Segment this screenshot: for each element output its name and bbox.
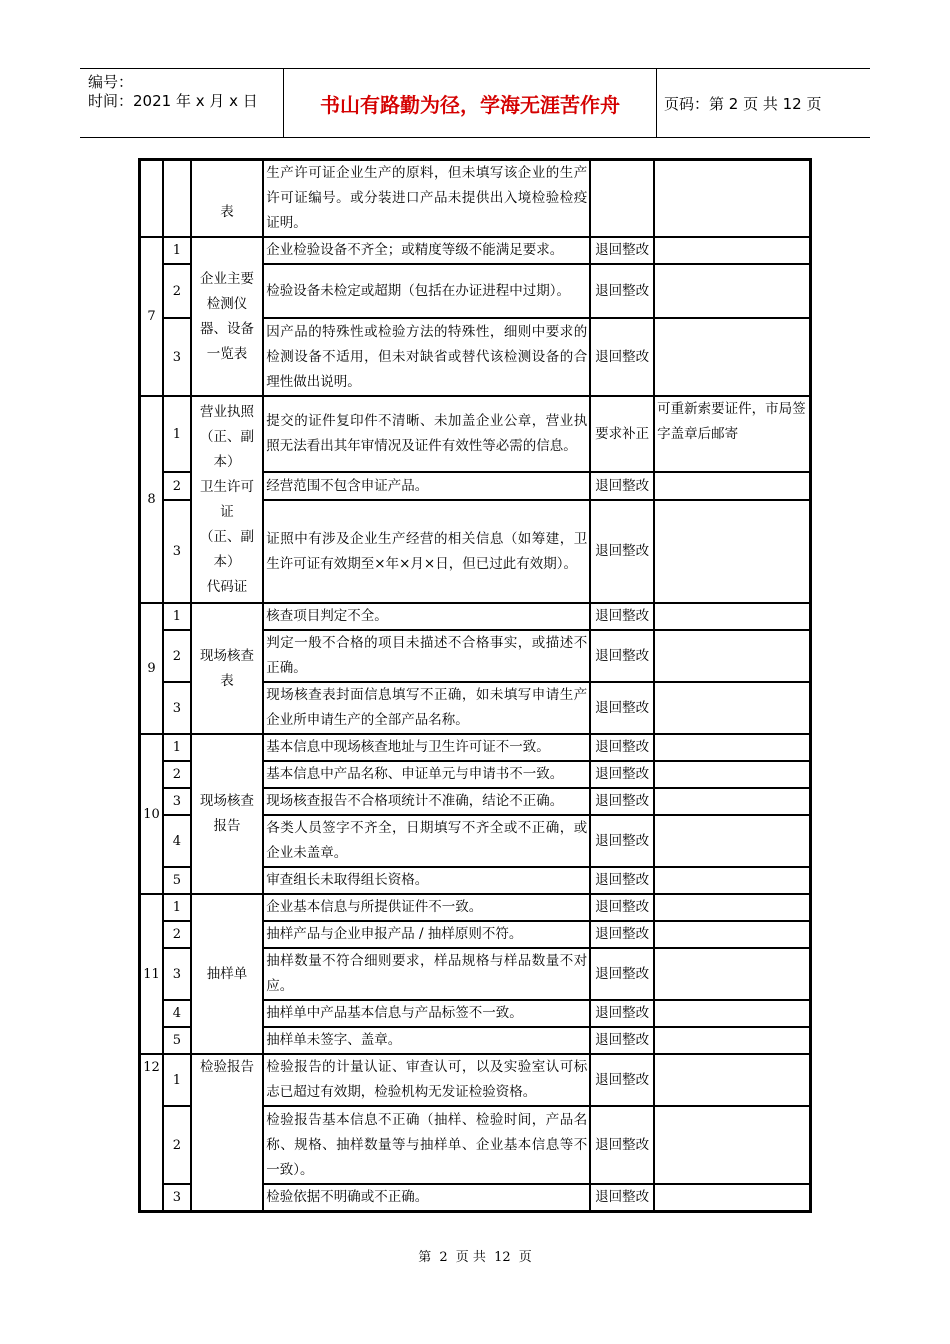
action-cell: 退回整改 <box>590 788 654 815</box>
note-cell <box>654 867 810 894</box>
issue-description: 检验设备未检定或超期（包括在办证进程中过期）。 <box>263 264 590 318</box>
sub-number: 1 <box>163 396 191 472</box>
sub-number: 4 <box>163 1000 191 1027</box>
sub-number: 3 <box>163 788 191 815</box>
header-page-info: 页码：第 2 页 共 12 页 <box>664 94 822 113</box>
serial-label: 编号： <box>88 73 134 91</box>
action-cell: 要求补正 <box>590 396 654 472</box>
issue-description: 基本信息中产品名称、申证单元与申请书不一致。 <box>263 761 590 788</box>
category-cell <box>191 603 264 734</box>
sub-number: 3 <box>163 318 191 396</box>
action-cell: 退回整改 <box>590 1106 654 1184</box>
header-motto: 书山有路勤为径，学海无涯苦作舟 <box>284 69 657 137</box>
issue-description: 经营范围不包含申证产品。 <box>263 472 590 500</box>
action-cell: 退回整改 <box>590 1054 654 1106</box>
table-row <box>140 237 810 264</box>
category-label: 证 <box>220 503 234 520</box>
category-label: 表 <box>220 672 234 689</box>
issue-description: 核查项目判定不全。 <box>263 603 590 630</box>
action-cell <box>590 160 654 237</box>
note-cell <box>654 1184 810 1211</box>
note-cell <box>654 1000 810 1027</box>
action-cell: 退回整改 <box>590 815 654 867</box>
category-label: 营业执照 <box>200 403 254 420</box>
note-cell <box>654 500 810 603</box>
note-cell <box>654 921 810 948</box>
action-cell: 退回整改 <box>590 318 654 396</box>
item-number: 12 <box>140 1054 163 1211</box>
sub-number: 2 <box>163 1106 191 1184</box>
issue-description: 判定一般不合格的项目未描述不合格事实，或描述不正确。 <box>263 630 590 682</box>
sub-number: 3 <box>163 1184 191 1211</box>
sub-number: 2 <box>163 921 191 948</box>
table-row <box>140 603 810 630</box>
footer-mid: 页 共 <box>455 1250 486 1265</box>
issue-description: 企业基本信息与所提供证件不一致。 <box>263 894 590 921</box>
action-cell: 退回整改 <box>590 630 654 682</box>
page-header <box>80 68 870 138</box>
category-cell <box>191 894 264 1054</box>
header-meta <box>80 69 284 137</box>
note-cell <box>654 603 810 630</box>
sub-number: 3 <box>163 948 191 1000</box>
sub-number: 1 <box>163 1054 191 1106</box>
page-footer <box>0 1246 950 1265</box>
category-label: 卫生许可 <box>200 478 254 495</box>
note-cell <box>654 894 810 921</box>
note-cell <box>654 761 810 788</box>
issue-description: 抽样单中产品基本信息与产品标签不一致。 <box>263 1000 590 1027</box>
category-label: （正、副 <box>200 528 254 545</box>
note-cell <box>654 734 810 761</box>
category-label: （正、副 <box>200 428 254 445</box>
footer-total-pages: 12 <box>494 1250 511 1265</box>
sub-number: 1 <box>163 894 191 921</box>
category-label: 代码证 <box>206 578 248 595</box>
footer-suffix: 页 <box>518 1250 532 1265</box>
category-label: 表 <box>220 204 234 220</box>
item-number: 10 <box>140 734 163 894</box>
action-cell: 退回整改 <box>590 948 654 1000</box>
category-label: 本） <box>213 553 241 570</box>
sub-number: 4 <box>163 815 191 867</box>
issue-description: 检验依据不明确或不正确。 <box>263 1184 590 1211</box>
item-number: 7 <box>140 237 163 396</box>
action-cell: 退回整改 <box>590 1027 654 1054</box>
sub-number: 2 <box>163 264 191 318</box>
category-cell <box>191 237 264 396</box>
sub-number: 2 <box>163 761 191 788</box>
issue-description: 生产许可证企业生产的原料，但未填写该企业的生产许可证编号。或分装进口产品未提供出入境检验检疫证明。 <box>263 160 590 237</box>
item-number: 8 <box>140 396 163 603</box>
sub-number: 1 <box>163 603 191 630</box>
action-cell: 退回整改 <box>590 761 654 788</box>
issue-description: 抽样产品与企业申报产品 / 抽样原则不符。 <box>263 921 590 948</box>
table-row <box>140 1054 810 1106</box>
sub-number: 3 <box>163 500 191 603</box>
action-cell: 退回整改 <box>590 603 654 630</box>
table-row <box>140 396 810 472</box>
note-cell <box>654 318 810 396</box>
item-number: 11 <box>140 894 163 1054</box>
category-cell <box>191 734 264 894</box>
note-cell <box>654 682 810 734</box>
category-label: 本） <box>213 453 241 470</box>
issue-description: 检验报告基本信息不正确（抽样、检验时间，产品名称、规格、抽样数量等与抽样单、企业基本信息等不一致）。 <box>263 1106 590 1184</box>
item-number: 9 <box>140 603 163 734</box>
note-cell <box>654 237 810 264</box>
category-cell <box>191 160 264 237</box>
note-cell: 可重新索要证件，市局签字盖章后邮寄 <box>654 396 810 472</box>
action-cell: 退回整改 <box>590 867 654 894</box>
sub-number: 2 <box>163 630 191 682</box>
sub-number: 2 <box>163 472 191 500</box>
category-label: 器、设备 <box>200 320 254 337</box>
issue-description: 因产品的特殊性或检验方法的特殊性，细则中要求的检测设备不适用，但未对缺省或替代该检测设备的合理性做出说明。 <box>263 318 590 396</box>
sub-number: 5 <box>163 1027 191 1054</box>
category-label: 检验报告 <box>200 1059 254 1075</box>
note-cell <box>654 1054 810 1106</box>
note-cell <box>654 472 810 500</box>
action-cell: 退回整改 <box>590 1000 654 1027</box>
category-label: 现场核查 <box>200 793 254 809</box>
category-label: 企业主要 <box>200 270 254 287</box>
table-row <box>140 160 810 237</box>
footer-page-number: 2 <box>439 1250 448 1265</box>
table-row <box>140 734 810 761</box>
issue-description: 现场核查报告不合格项统计不准确，结论不正确。 <box>263 788 590 815</box>
note-cell <box>654 1027 810 1054</box>
note-cell <box>654 1106 810 1184</box>
issue-description: 提交的证件复印件不清晰、未加盖企业公章，营业执照无法看出其年审情况及证件有效性等必需的信息。 <box>263 396 590 472</box>
sub-number: 1 <box>163 734 191 761</box>
note-cell <box>654 264 810 318</box>
issue-description: 抽样数量不符合细则要求，样品规格与样品数量不对应。 <box>263 948 590 1000</box>
action-cell: 退回整改 <box>590 682 654 734</box>
footer-prefix: 第 <box>418 1250 432 1265</box>
review-table <box>138 158 812 1213</box>
category-label: 现场核查 <box>200 647 254 664</box>
sub-number: 5 <box>163 867 191 894</box>
note-cell <box>654 788 810 815</box>
issue-description: 现场核查表封面信息填写不正确，如未填写申请生产企业所申请生产的全部产品名称。 <box>263 682 590 734</box>
action-cell: 退回整改 <box>590 264 654 318</box>
note-cell <box>654 160 810 237</box>
action-cell: 退回整改 <box>590 734 654 761</box>
category-cell <box>191 396 264 603</box>
action-cell: 退回整改 <box>590 237 654 264</box>
action-cell: 退回整改 <box>590 472 654 500</box>
issue-description: 检验报告的计量认证、审查认可，以及实验室认可标志已超过有效期，检验机构无发证检验资格。 <box>263 1054 590 1106</box>
category-label: 检测仪 <box>206 295 248 312</box>
issue-description: 企业检验设备不齐全；或精度等级不能满足要求。 <box>263 237 590 264</box>
category-cell <box>191 1054 264 1211</box>
action-cell: 退回整改 <box>590 894 654 921</box>
action-cell: 退回整改 <box>590 921 654 948</box>
sub-number <box>163 160 191 237</box>
category-label: 一览表 <box>206 345 248 362</box>
action-cell: 退回整改 <box>590 1184 654 1211</box>
date-label: 时间：2021 年 x 月 x 日 <box>88 92 258 110</box>
issue-description: 基本信息中现场核查地址与卫生许可证不一致。 <box>263 734 590 761</box>
sub-number: 1 <box>163 237 191 264</box>
item-number <box>140 160 163 237</box>
note-cell <box>654 630 810 682</box>
issue-description: 各类人员签字不齐全，日期填写不齐全或不正确，或企业未盖章。 <box>263 815 590 867</box>
category-label: 抽样单 <box>206 965 248 982</box>
action-cell: 退回整改 <box>590 500 654 603</box>
issue-description: 证照中有涉及企业生产经营的相关信息（如筹建，卫生许可证有效期至×年×月×日，但已过此有效期）。 <box>263 500 590 603</box>
category-label: 报告 <box>213 818 241 834</box>
table-row <box>140 894 810 921</box>
note-cell <box>654 815 810 867</box>
note-cell <box>654 948 810 1000</box>
sub-number: 3 <box>163 682 191 734</box>
issue-description: 审查组长未取得组长资格。 <box>263 867 590 894</box>
issue-description: 抽样单未签字、盖章。 <box>263 1027 590 1054</box>
